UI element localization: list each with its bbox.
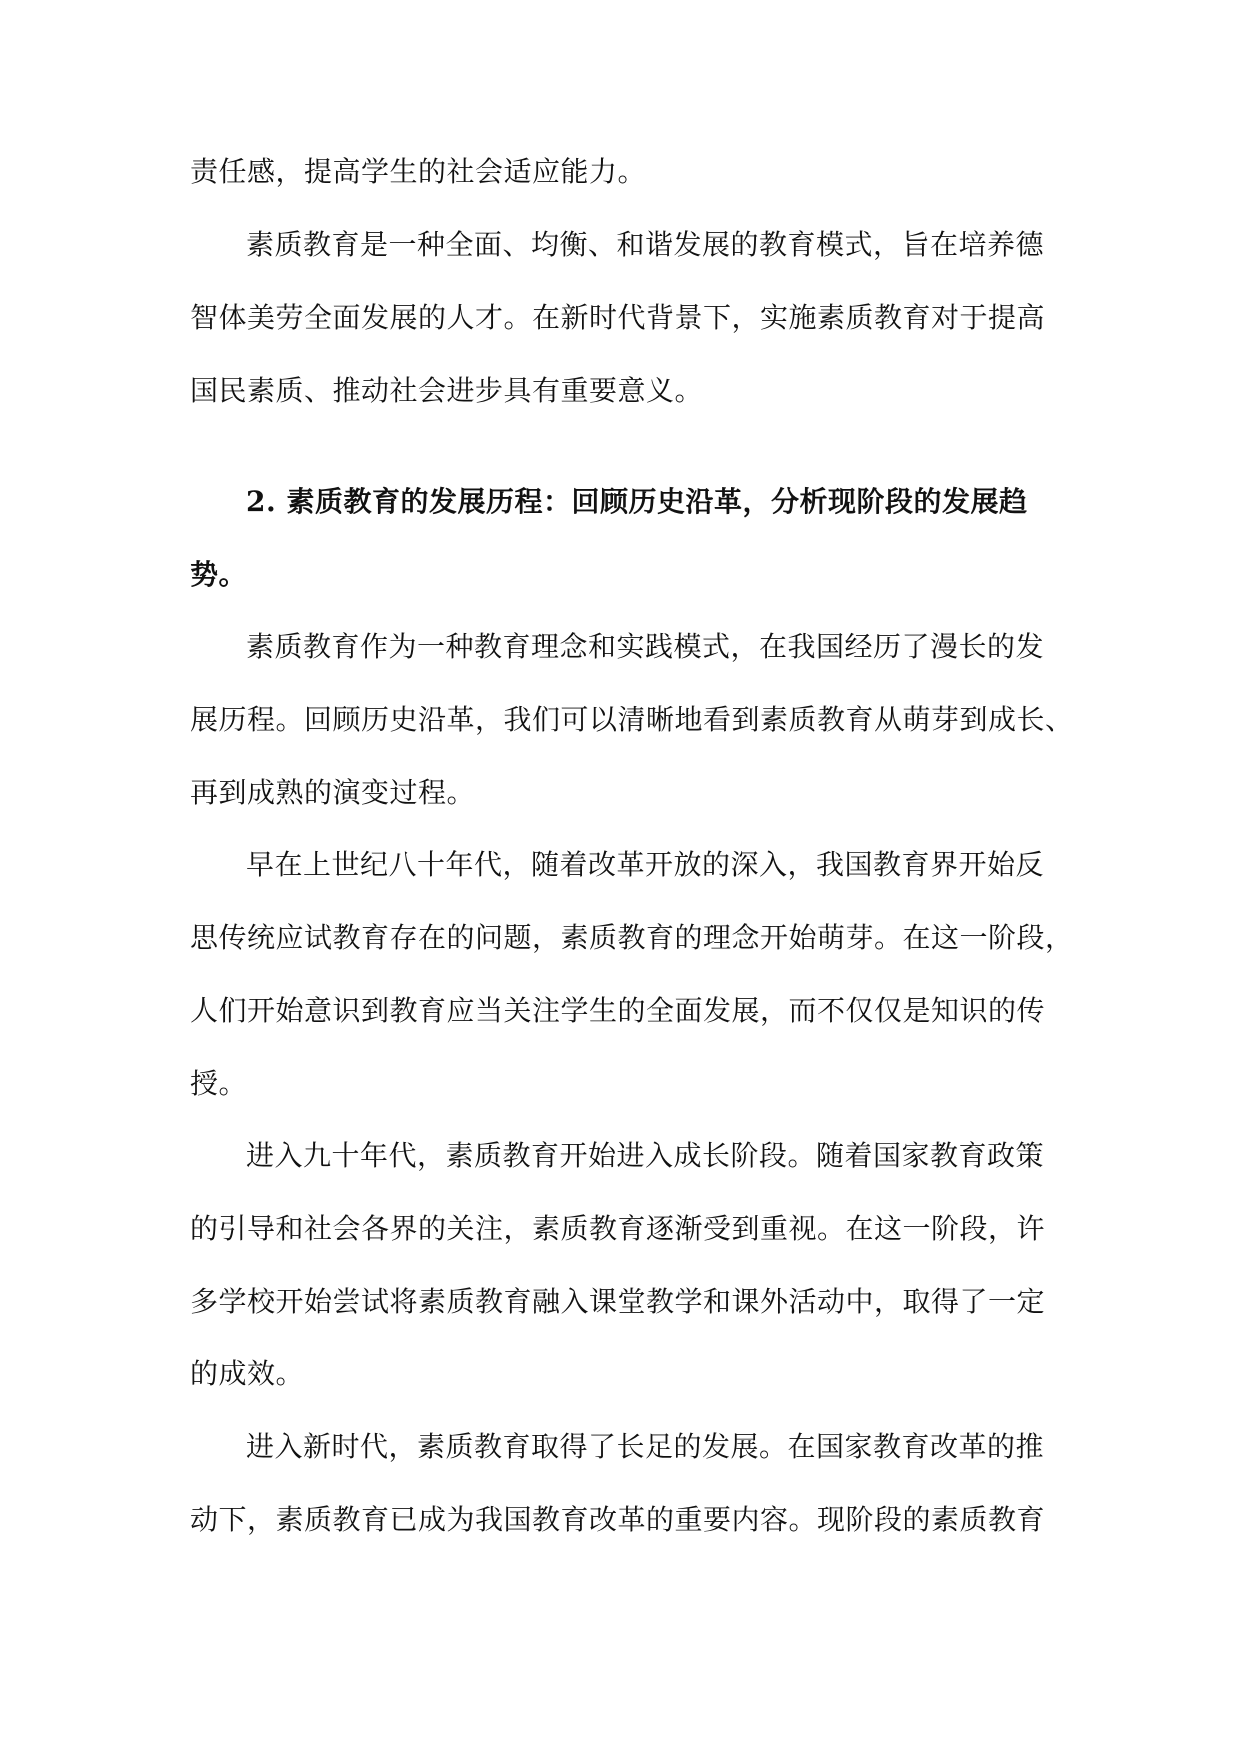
paragraph-line: 思传统应试教育存在的问题，素质教育的理念开始萌芽。在这一阶段， (190, 921, 1074, 954)
paragraph-line: 展历程。回顾历史沿革，我们可以清晰地看到素质教育从萌芽到成长、 (190, 703, 1074, 736)
paragraph-line: 早在上世纪八十年代，随着改革开放的深入，我国教育界开始反 (246, 848, 1045, 881)
paragraph-line: 智体美劳全面发展的人才。在新时代背景下，实施素质教育对于提高 (190, 301, 1046, 334)
paragraph-line: 动下，素质教育已成为我国教育改革的重要内容。现阶段的素质教育 (190, 1503, 1046, 1536)
paragraph-line: 多学校开始尝试将素质教育融入课堂教学和课外活动中，取得了一定 (190, 1285, 1046, 1318)
paragraph-line: 责任感，提高学生的社会适应能力。 (190, 155, 647, 188)
paragraph-line: 再到成熟的演变过程。 (190, 776, 476, 809)
paragraph-line: 素质教育是一种全面、均衡、和谐发展的教育模式，旨在培养德 (246, 228, 1045, 261)
paragraph-line: 国民素质、推动社会进步具有重要意义。 (190, 374, 704, 407)
section-heading: 2. 素质教育的发展历程：回顾历史沿革，分析现阶段的发展趋 (246, 485, 1028, 518)
section-heading: 势。 (190, 558, 248, 591)
paragraph-line: 进入新时代，素质教育取得了长足的发展。在国家教育改革的推 (246, 1430, 1045, 1463)
paragraph-line: 素质教育作为一种教育理念和实践模式，在我国经历了漫长的发 (246, 630, 1045, 663)
paragraph-line: 的引导和社会各界的关注，素质教育逐渐受到重视。在这一阶段，许 (190, 1212, 1046, 1245)
paragraph-line: 授。 (190, 1067, 248, 1100)
paragraph-line: 进入九十年代，素质教育开始进入成长阶段。随着国家教育政策 (246, 1139, 1045, 1172)
paragraph-line: 的成效。 (190, 1357, 305, 1390)
paragraph-line: 人们开始意识到教育应当关注学生的全面发展，而不仅仅是知识的传 (190, 994, 1046, 1027)
